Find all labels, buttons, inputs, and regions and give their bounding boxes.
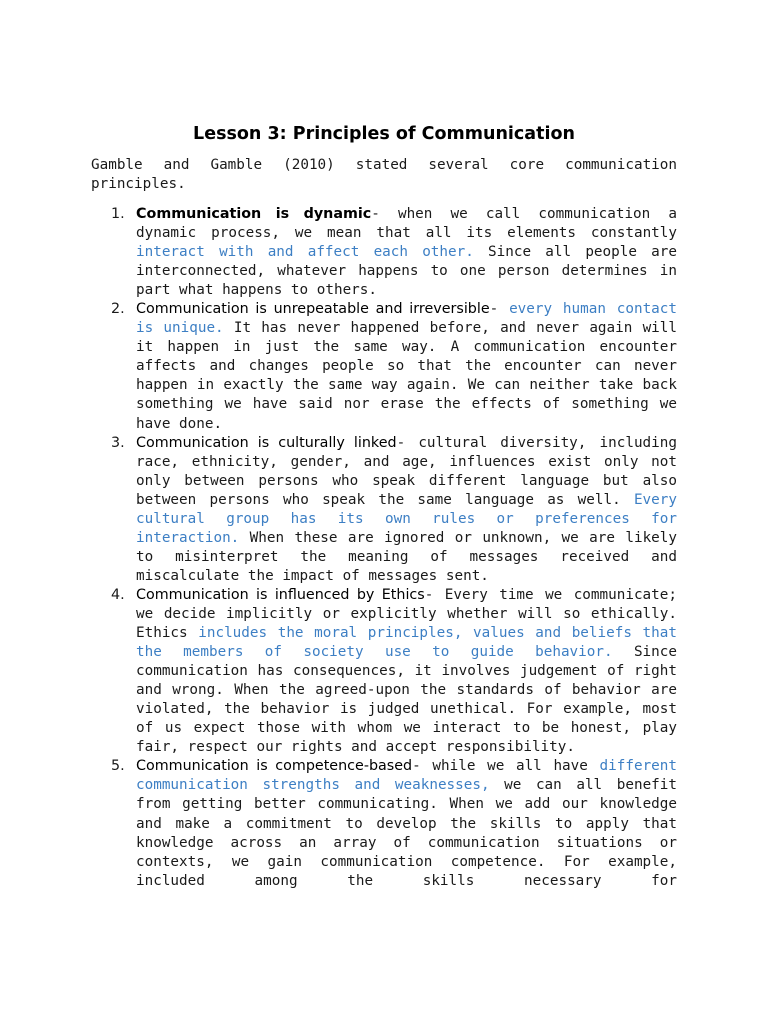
principle-item [111, 205, 677, 300]
principle-item [111, 757, 677, 890]
highlighted-text: every human contact is unique. [136, 301, 677, 337]
principle-heading: Communication is unrepeatable and irreversible [136, 301, 490, 318]
principle-heading: Communication is culturally linked [136, 434, 397, 451]
body-text: - Every time we communicate; we decide implicitly or explicitly whether will so ethically. Ethics [136, 586, 677, 642]
principle-item [111, 300, 677, 433]
body-text: It has never happened before, and never again will it happen in just the same way. A communication encounter affects and changes people so that the encounter can never happen in exactly the same way again. We can neither take back something we have said nor erase the effects of something we have done. [136, 320, 677, 432]
highlighted-text: Every cultural group has its own rules or preferences for interaction. [136, 491, 677, 546]
principle-heading: Communication is dynamic [136, 206, 372, 222]
intro-paragraph: Gamble and Gamble (2010) stated several core communication principles. [91, 157, 677, 193]
body-text: Since communication has consequences, it involves judgement of right and wrong. When the agreed-upon the standards of behavior are violated, the behavior is judged unethical. For example, most of us expect those with whom we interact to be honest, play fair, respect our rights and accept responsibility. [136, 644, 677, 756]
body-text: we can all benefit from getting better communicating. When we add our knowledge and make a commitment to develop the skills to apply that knowledge across an array of communication situations or contexts, we gain communication competence. For example, included among the skills necessary for [136, 777, 677, 889]
body-text: - cultural diversity, including race, ethnicity, gender, and age, influences exist only not only between persons who speak different language but also between persons who speak the same language as well. [136, 434, 677, 508]
principle-item [111, 434, 677, 586]
principle-number: 2. [111, 301, 125, 318]
principle-heading: Communication is influenced by Ethics [136, 586, 425, 603]
principle-number: 1. [111, 206, 125, 222]
principles-list [111, 205, 677, 891]
principle-number: 3. [111, 434, 125, 451]
principle-number: 5. [111, 758, 125, 775]
highlighted-text: different communication strengths and weaknesses, [136, 758, 677, 794]
principle-item [111, 586, 677, 757]
principle-number: 4. [111, 586, 125, 603]
highlighted-text: interact with and affect each other. [136, 244, 474, 261]
body-text: - while we all have [412, 758, 600, 775]
body-text: - [489, 301, 510, 318]
body-text: Since all people are interconnected, whatever happens to one person determines in part what happens to others. [136, 244, 677, 299]
principle-heading: Communication is competence-based [136, 758, 413, 775]
page-title: Lesson 3: Principles of Communication [193, 124, 575, 144]
body-text: - when we call communication a dynamic process, we mean that all its elements constantly [136, 206, 677, 242]
body-text: When these are ignored or unknown, we are likely to misinterpret the meaning of messages received and miscalculate the impact of messages sent. [136, 529, 677, 584]
highlighted-text: includes the moral principles, values and beliefs that the members of society use to guide behavior. [136, 625, 677, 661]
